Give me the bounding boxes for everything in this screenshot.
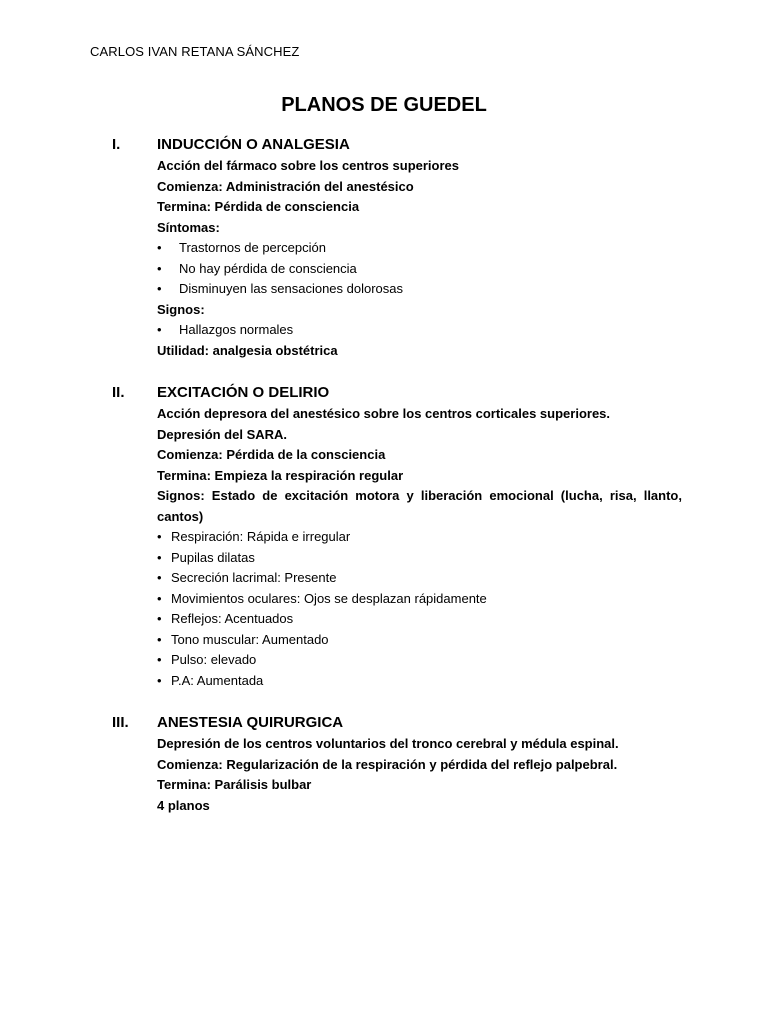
planes-line: 4 planos [157,797,210,813]
description-line: Depresión de los centros voluntarios del tronco cerebral y médula espinal. [157,736,619,751]
list-item [157,630,682,651]
section-title: EXCITACIÓN O DELIRIO [157,383,330,401]
section-number: II. [112,383,125,401]
end-line: Termina: Parálisis bulbar [157,777,312,792]
section-induccion [112,132,682,361]
bullet-icon: • [157,631,162,647]
utility-line: Utilidad: analgesia obstétrica [157,342,338,358]
bullet-icon: • [157,281,162,296]
list-item-text: Hallazgos normales [179,322,294,337]
description-line: Acción del fármaco sobre los centros superiores [157,158,459,173]
signs-paragraph: Signos: Estado de excitación motora y liberación emocional (lucha, risa, llanto, cantos) [157,488,682,524]
bullet-icon: • [157,549,162,565]
start-line: Comienza: Administración del anestésico [157,178,414,194]
list-item-text: P.A: Aumentada [171,672,264,688]
list-item [157,650,682,671]
description-line: Acción depresora del anestésico sobre los centros corticales superiores. [157,406,611,421]
bullet-icon: • [157,652,162,667]
list-item [157,279,682,300]
bullet-icon: • [157,611,162,626]
list-item-text: Movimientos oculares: Ojos se desplazan rápidamente [171,590,487,606]
list-item-text: Reflejos: Acentuados [171,611,294,626]
list-item [157,320,682,341]
section-heading [112,132,682,156]
section-heading [112,710,682,734]
section-body [157,734,682,816]
list-item-text: Respiración: Rápida e irregular [171,529,351,544]
signs-label: Signos: [157,301,205,317]
bullet-icon: • [157,322,162,337]
start-line: Comienza: Pérdida de la consciencia [157,447,386,462]
start-line: Comienza: Regularización de la respiración y pérdida del reflejo palpebral. [157,756,618,772]
end-line: Termina: Pérdida de consciencia [157,199,360,214]
list-item [157,671,682,692]
list-item [157,259,682,280]
section-excitacion [112,380,682,691]
list-item-text: Trastornos de percepción [179,240,326,255]
section-heading [112,380,682,404]
end-line: Termina: Empieza la respiración regular [157,467,404,483]
bullet-icon: • [157,260,162,276]
list-item-text: Pupilas dilatas [171,549,255,565]
bullet-icon: • [157,240,162,255]
section-body [157,404,682,691]
description-line: Depresión del SARA. [157,426,288,442]
document-title: PLANOS DE GUEDEL [281,94,487,116]
author-name: CARLOS IVAN RETANA SÁNCHEZ [90,44,300,59]
section-title: INDUCCIÓN O ANALGESIA [157,135,350,153]
section-number: I. [112,135,121,153]
list-item [157,568,682,589]
section-body [157,156,682,361]
list-item-text: No hay pérdida de consciencia [179,260,357,276]
bullet-icon: • [157,672,162,688]
list-item [157,238,682,259]
bullet-icon: • [157,590,162,606]
list-item [157,548,682,569]
list-item-text: Tono muscular: Aumentado [171,631,329,647]
list-item [157,609,682,630]
list-item [157,527,682,548]
list-item-text: Pulso: elevado [171,652,257,667]
bullet-icon: • [157,529,162,544]
list-item-text: Secreción lacrimal: Presente [171,570,337,585]
section-number: III. [112,713,129,731]
list-item [157,589,682,610]
bullet-icon: • [157,570,162,585]
section-anestesia-quirurgica [112,710,682,816]
section-title: ANESTESIA QUIRURGICA [157,713,344,731]
list-item-text: Disminuyen las sensaciones dolorosas [179,281,404,296]
symptoms-label: Síntomas: [157,219,220,235]
